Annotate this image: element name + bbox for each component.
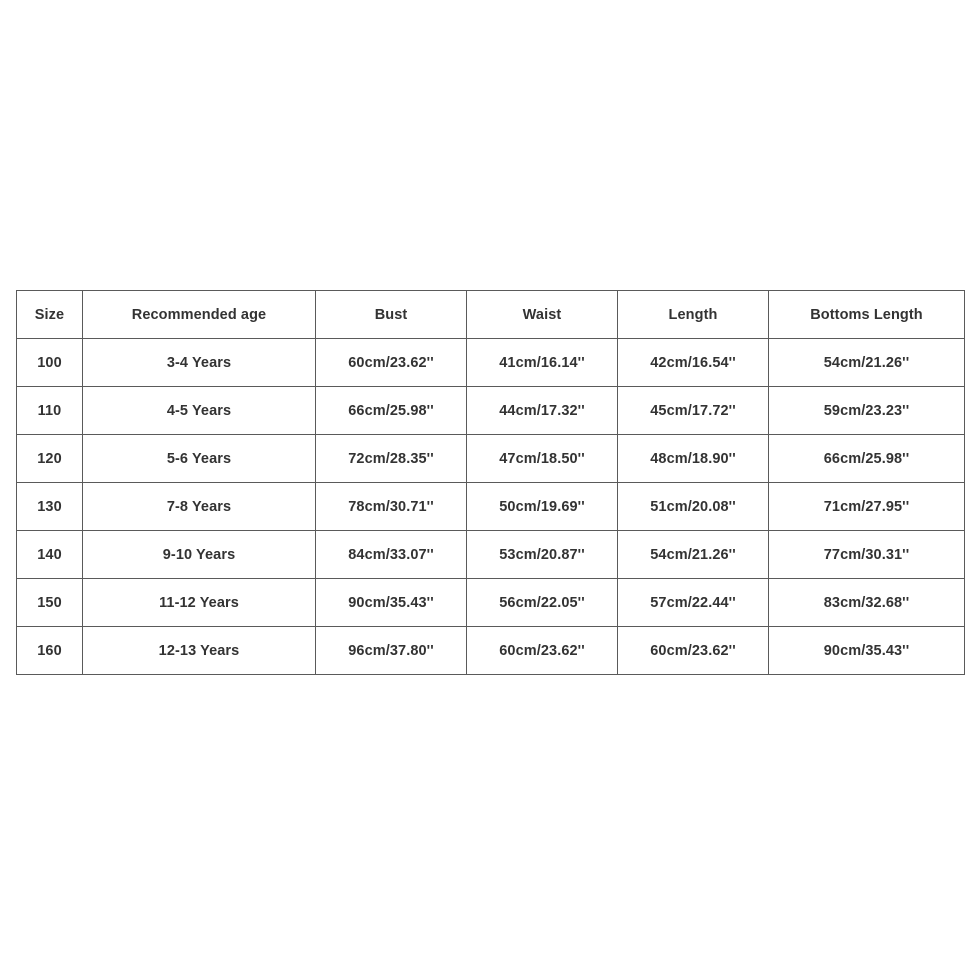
cell-bottoms-length: 59cm/23.23'' [769, 387, 965, 435]
cell-bust: 72cm/28.35'' [316, 435, 467, 483]
table-row [17, 387, 965, 435]
cell-bust: 84cm/33.07'' [316, 531, 467, 579]
cell-recommended-age: 9-10 Years [83, 531, 316, 579]
header-bottoms-length: Bottoms Length [769, 291, 965, 339]
cell-length: 57cm/22.44'' [618, 579, 769, 627]
cell-bottoms-length: 54cm/21.26'' [769, 339, 965, 387]
cell-length: 60cm/23.62'' [618, 627, 769, 675]
size-chart-table [16, 290, 965, 675]
cell-bust: 96cm/37.80'' [316, 627, 467, 675]
header-waist: Waist [467, 291, 618, 339]
cell-recommended-age: 12-13 Years [83, 627, 316, 675]
cell-bottoms-length: 90cm/35.43'' [769, 627, 965, 675]
table-header-row [17, 291, 965, 339]
header-recommended-age: Recommended age [83, 291, 316, 339]
header-length: Length [618, 291, 769, 339]
header-size: Size [17, 291, 83, 339]
cell-recommended-age: 11-12 Years [83, 579, 316, 627]
cell-bust: 66cm/25.98'' [316, 387, 467, 435]
cell-size: 100 [17, 339, 83, 387]
cell-size: 110 [17, 387, 83, 435]
cell-length: 45cm/17.72'' [618, 387, 769, 435]
cell-length: 54cm/21.26'' [618, 531, 769, 579]
cell-bottoms-length: 83cm/32.68'' [769, 579, 965, 627]
cell-size: 120 [17, 435, 83, 483]
cell-bust: 78cm/30.71'' [316, 483, 467, 531]
cell-size: 130 [17, 483, 83, 531]
cell-size: 150 [17, 579, 83, 627]
table-row [17, 531, 965, 579]
cell-length: 51cm/20.08'' [618, 483, 769, 531]
cell-waist: 60cm/23.62'' [467, 627, 618, 675]
table-row [17, 339, 965, 387]
cell-waist: 47cm/18.50'' [467, 435, 618, 483]
cell-length: 42cm/16.54'' [618, 339, 769, 387]
cell-bottoms-length: 77cm/30.31'' [769, 531, 965, 579]
cell-recommended-age: 5-6 Years [83, 435, 316, 483]
cell-bust: 90cm/35.43'' [316, 579, 467, 627]
cell-waist: 53cm/20.87'' [467, 531, 618, 579]
cell-size: 140 [17, 531, 83, 579]
cell-recommended-age: 3-4 Years [83, 339, 316, 387]
cell-waist: 41cm/16.14'' [467, 339, 618, 387]
cell-recommended-age: 7-8 Years [83, 483, 316, 531]
cell-recommended-age: 4-5 Years [83, 387, 316, 435]
cell-waist: 44cm/17.32'' [467, 387, 618, 435]
cell-bottoms-length: 71cm/27.95'' [769, 483, 965, 531]
header-bust: Bust [316, 291, 467, 339]
table-row [17, 483, 965, 531]
cell-waist: 56cm/22.05'' [467, 579, 618, 627]
cell-bust: 60cm/23.62'' [316, 339, 467, 387]
table-row [17, 435, 965, 483]
table-row [17, 627, 965, 675]
table-row [17, 579, 965, 627]
cell-size: 160 [17, 627, 83, 675]
cell-bottoms-length: 66cm/25.98'' [769, 435, 965, 483]
cell-length: 48cm/18.90'' [618, 435, 769, 483]
cell-waist: 50cm/19.69'' [467, 483, 618, 531]
